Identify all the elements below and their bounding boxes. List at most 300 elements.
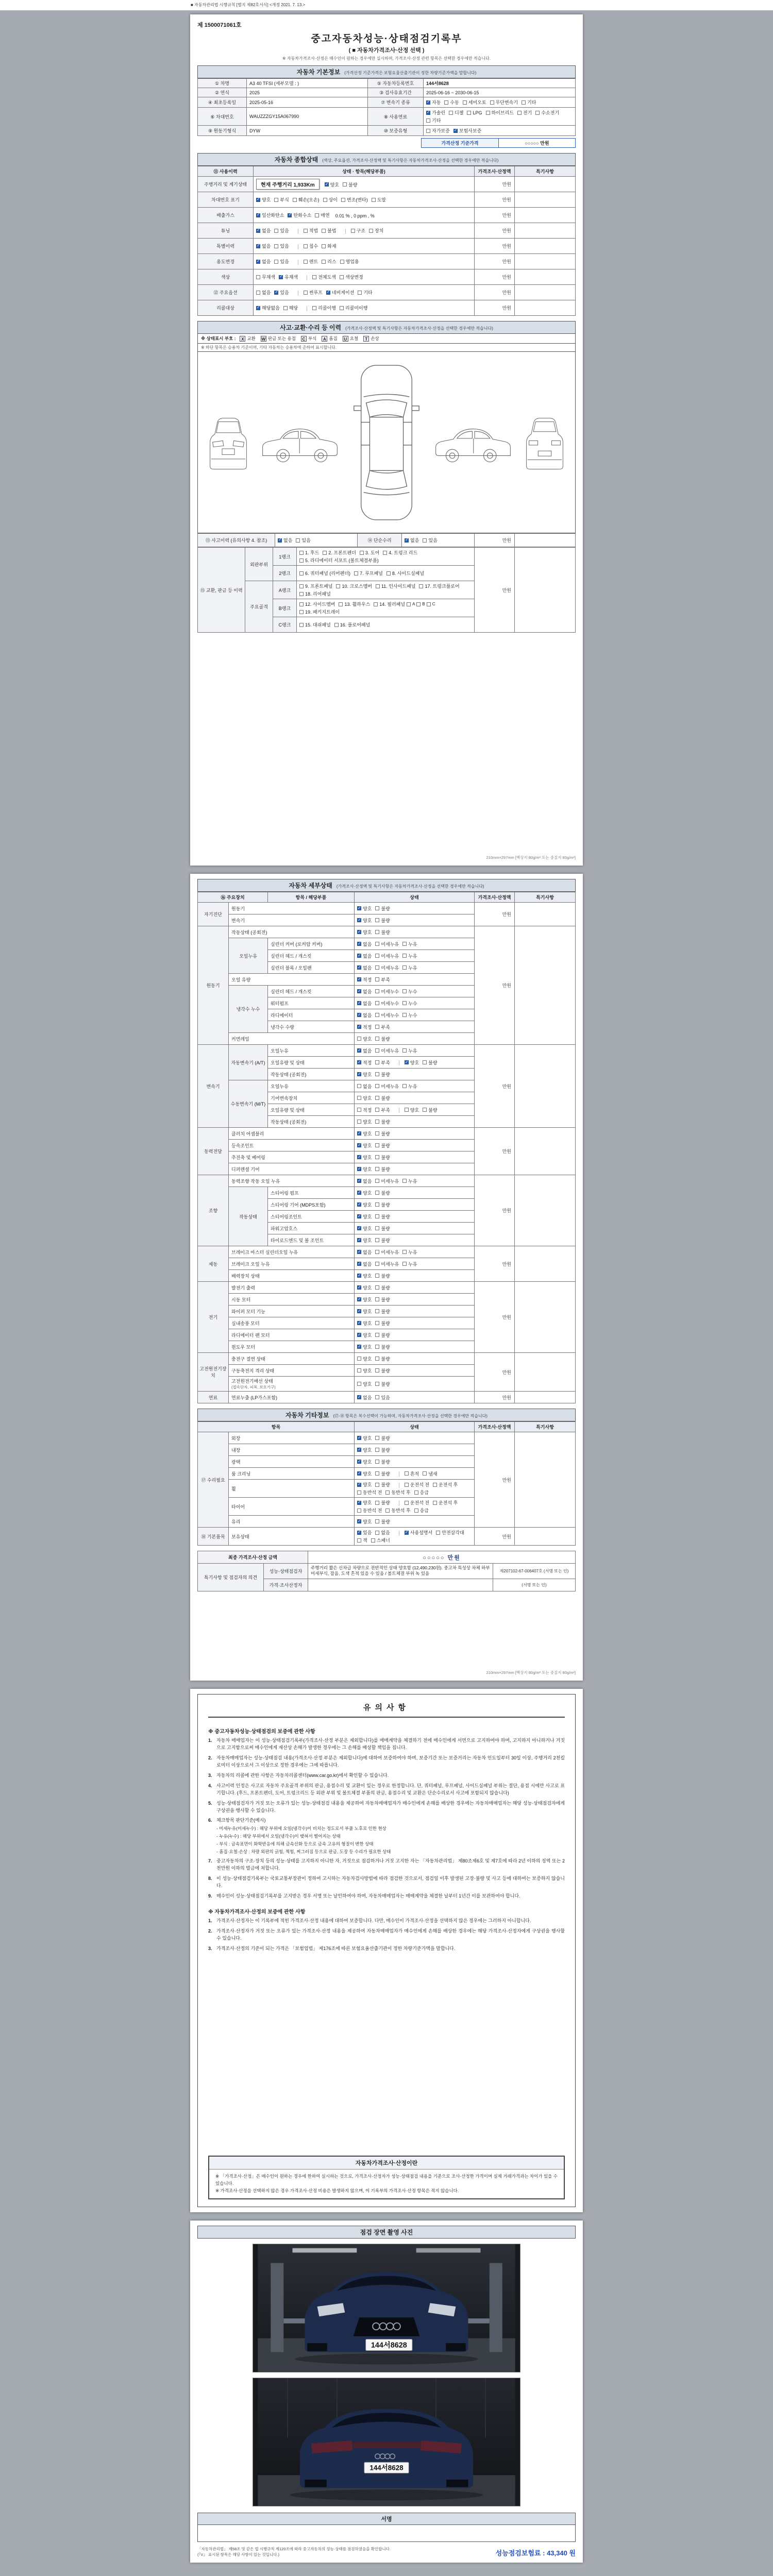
item-text: 라디에이터 팬 모터	[231, 1332, 270, 1338]
checkbox[interactable]	[339, 602, 343, 606]
checkbox[interactable]	[375, 1143, 379, 1147]
item-text: 실린더 블록 / 오일팬	[271, 965, 312, 971]
checkbox[interactable]	[358, 291, 362, 295]
checkbox[interactable]	[256, 244, 260, 248]
signature-field[interactable]	[197, 2525, 576, 2542]
checkbox[interactable]	[296, 538, 300, 543]
detail-condition-table	[197, 892, 576, 1403]
checkbox[interactable]	[375, 1013, 379, 1017]
checkbox[interactable]	[385, 1509, 390, 1513]
option	[426, 117, 441, 124]
checkbox[interactable]	[256, 291, 260, 295]
checkbox[interactable]	[402, 942, 407, 946]
checkbox[interactable]	[357, 1274, 361, 1278]
checkbox[interactable]	[357, 989, 361, 993]
checkbox[interactable]	[372, 198, 376, 202]
checkbox[interactable]	[374, 602, 378, 606]
checkbox[interactable]	[357, 1501, 361, 1505]
checkbox[interactable]	[357, 1285, 361, 1290]
checkbox[interactable]	[375, 1483, 379, 1487]
checkbox[interactable]	[357, 1382, 361, 1386]
option-label: 양호	[363, 1482, 372, 1487]
checkbox[interactable]	[357, 1309, 361, 1313]
option-label: 있음	[280, 228, 289, 233]
checkbox[interactable]	[375, 1048, 379, 1053]
state-cell	[355, 1128, 475, 1140]
rank-label: C랭크	[273, 617, 297, 633]
notice-item-number: 2.	[208, 1928, 212, 1934]
checkbox[interactable]	[375, 1519, 379, 1523]
checkbox[interactable]	[402, 1048, 407, 1053]
checkbox[interactable]	[453, 129, 458, 133]
option-label: 불량	[381, 929, 390, 935]
checkbox[interactable]	[357, 1072, 361, 1076]
state-cell	[355, 1045, 475, 1057]
checkbox[interactable]	[426, 100, 430, 105]
checkbox[interactable]	[375, 906, 379, 910]
checkbox[interactable]	[274, 260, 278, 264]
checkbox[interactable]	[375, 1382, 379, 1386]
checkbox[interactable]	[325, 182, 329, 187]
checkbox[interactable]	[357, 1143, 361, 1147]
checkbox[interactable]	[375, 1262, 379, 1266]
checkbox[interactable]	[405, 1108, 409, 1112]
checkbox[interactable]	[340, 275, 344, 279]
checkbox[interactable]	[357, 1357, 361, 1361]
checkbox[interactable]	[357, 1108, 361, 1112]
checkbox[interactable]	[402, 1262, 407, 1266]
option-group	[357, 965, 421, 971]
checkbox[interactable]	[357, 954, 361, 958]
checkbox[interactable]	[375, 930, 379, 934]
state-symbol-legend	[197, 334, 576, 344]
checkbox[interactable]	[274, 198, 278, 202]
checkbox[interactable]	[375, 1120, 379, 1124]
checkbox[interactable]	[357, 1048, 361, 1053]
checkbox[interactable]	[283, 306, 288, 310]
option	[375, 1284, 390, 1291]
checkbox[interactable]	[375, 1250, 379, 1254]
checkbox[interactable]	[357, 918, 361, 922]
state-cell	[355, 1234, 475, 1246]
state-cell	[355, 1480, 475, 1498]
notice-box	[197, 1694, 576, 2207]
checkbox[interactable]	[357, 942, 361, 946]
option-label: 불량	[381, 1273, 390, 1279]
checkbox[interactable]	[299, 584, 304, 588]
option-group	[357, 1471, 394, 1477]
option-label: 양호	[363, 1297, 372, 1302]
form-subtitle: ( ■ 자동차가격조사·산정 선택 )	[348, 47, 425, 54]
checkbox[interactable]	[357, 1531, 361, 1535]
state-cell	[355, 1353, 475, 1365]
remark-cell	[515, 239, 576, 254]
checkbox[interactable]	[357, 965, 361, 970]
checkbox[interactable]	[385, 1490, 390, 1495]
checkbox[interactable]	[299, 571, 304, 575]
option-label: 양호	[262, 197, 271, 202]
table-row	[198, 903, 576, 914]
checkbox[interactable]	[357, 1345, 361, 1349]
option	[405, 1059, 419, 1066]
option	[374, 601, 436, 607]
checkbox[interactable]	[433, 1501, 437, 1505]
checkbox[interactable]	[405, 538, 409, 543]
checkbox[interactable]	[278, 538, 282, 543]
checkbox[interactable]	[312, 306, 316, 310]
checkbox[interactable]	[322, 229, 326, 233]
checkbox[interactable]	[405, 1531, 409, 1535]
checkbox[interactable]	[371, 1538, 375, 1543]
state-cell	[355, 950, 475, 962]
checkbox[interactable]	[535, 111, 540, 115]
checkbox[interactable]	[375, 1321, 379, 1325]
checkbox[interactable]	[449, 111, 453, 115]
checkbox[interactable]	[375, 1025, 379, 1029]
checkbox[interactable]	[375, 1060, 379, 1064]
checkbox[interactable]	[341, 198, 345, 202]
checkbox[interactable]	[375, 1238, 379, 1242]
checkbox[interactable]	[405, 1060, 409, 1064]
checkbox[interactable]	[357, 1333, 361, 1337]
checkbox[interactable]	[375, 1368, 379, 1372]
option	[299, 557, 379, 564]
option-group	[357, 977, 394, 982]
checkbox[interactable]	[274, 291, 278, 295]
checkbox[interactable]	[288, 213, 292, 217]
checkbox[interactable]	[357, 1167, 361, 1171]
checkbox[interactable]	[375, 1072, 379, 1076]
checkbox[interactable]	[375, 1436, 379, 1440]
checkbox[interactable]	[375, 1345, 379, 1349]
item-text: 파워고압호스	[271, 1226, 298, 1231]
checkbox[interactable]	[357, 1436, 361, 1440]
checker-signature[interactable]: 제207102-67-006407호 (서명 또는 인)	[493, 1564, 576, 1579]
checkbox[interactable]	[357, 1538, 361, 1543]
option-group	[357, 1084, 421, 1089]
option-label: 불량	[428, 1107, 438, 1113]
checkbox[interactable]	[326, 291, 330, 295]
checkbox[interactable]	[522, 100, 526, 105]
checkbox[interactable]	[304, 291, 308, 295]
checkbox[interactable]	[375, 1297, 379, 1301]
checkbox[interactable]	[375, 1274, 379, 1278]
checkbox[interactable]	[436, 1531, 440, 1535]
checkbox[interactable]	[357, 1509, 361, 1513]
checkbox[interactable]	[375, 1167, 379, 1171]
option-label: 안전삼각대	[442, 1530, 464, 1535]
item-label	[229, 1151, 355, 1163]
option-label: 양호	[363, 1214, 372, 1219]
option-label: 양호	[363, 1226, 372, 1231]
notice-item-number: 9.	[208, 1893, 212, 1899]
checkbox[interactable]	[299, 623, 304, 627]
checkbox[interactable]	[357, 1179, 361, 1183]
remark-cell	[515, 254, 576, 269]
option	[304, 289, 323, 296]
checkbox[interactable]	[375, 1471, 379, 1476]
option	[334, 621, 370, 628]
checkbox[interactable]	[383, 551, 387, 555]
checkbox[interactable]	[357, 1448, 361, 1452]
checkbox[interactable]	[375, 1460, 379, 1464]
checkbox[interactable]	[360, 551, 364, 555]
checkbox[interactable]	[486, 111, 490, 115]
checkbox[interactable]	[312, 275, 316, 279]
checkbox[interactable]	[375, 1448, 379, 1452]
option-label: 미세누유	[381, 1261, 399, 1267]
checkbox[interactable]	[357, 1483, 361, 1487]
checkbox[interactable]	[357, 1368, 361, 1372]
checkbox[interactable]	[375, 1531, 379, 1535]
detail-section-header	[197, 879, 576, 892]
remark-cell	[515, 269, 576, 285]
checkbox[interactable]	[299, 610, 304, 614]
checkbox[interactable]	[357, 1395, 361, 1399]
panel-group-label: 외판부위	[245, 548, 273, 581]
option-label: 불량	[381, 1459, 390, 1465]
checkbox[interactable]	[354, 571, 358, 575]
notice-subtitle-2: ※ 자동차가격조사·산정의 보증에 관한 사항	[208, 1909, 306, 1916]
checkbox[interactable]	[375, 942, 379, 946]
option	[375, 1308, 390, 1315]
checkbox[interactable]	[299, 602, 304, 606]
checkbox[interactable]	[357, 1460, 361, 1464]
item-label	[268, 1045, 355, 1057]
checkbox[interactable]	[426, 129, 430, 133]
checkbox[interactable]	[357, 1226, 361, 1230]
checkbox[interactable]	[299, 558, 304, 563]
checkbox[interactable]	[414, 1509, 418, 1513]
checkbox[interactable]	[402, 1250, 407, 1254]
appraiser-signature[interactable]: (서명 또는 인)	[493, 1579, 576, 1591]
checkbox[interactable]	[357, 1191, 361, 1195]
option-label: 색상변경	[345, 275, 363, 280]
checkbox[interactable]	[375, 1333, 379, 1337]
checkbox[interactable]	[357, 1096, 361, 1100]
checkbox[interactable]	[375, 1357, 379, 1361]
checkbox[interactable]	[375, 989, 379, 993]
checkbox[interactable]	[357, 1155, 361, 1159]
checkbox[interactable]	[402, 1084, 407, 1088]
checkbox[interactable]	[402, 954, 407, 958]
checkbox[interactable]	[386, 571, 391, 575]
checkbox[interactable]	[351, 229, 355, 233]
checkbox[interactable]	[357, 1120, 361, 1124]
checkbox[interactable]	[340, 260, 344, 264]
checkbox[interactable]	[357, 1519, 361, 1523]
checkbox[interactable]	[293, 198, 297, 202]
checkbox[interactable]	[256, 306, 260, 310]
checkbox[interactable]	[375, 1108, 379, 1112]
checkbox[interactable]	[423, 1060, 427, 1064]
checkbox[interactable]	[357, 1131, 361, 1136]
checkbox[interactable]	[357, 1084, 361, 1088]
checkbox[interactable]	[304, 229, 308, 233]
option-label: 미세누유	[381, 1249, 399, 1255]
checkbox[interactable]	[375, 1226, 379, 1230]
checkbox[interactable]	[402, 1179, 407, 1183]
notice-item-text: 가격조사·산정자는 이 기록부에 적힌 가격조사·산정 내용에 대하여 보증합니다. 다만, 매수인이 가격조사·산정을 선택하지 않은 경우에는 그러하지 아니합니다.	[216, 1918, 531, 1924]
checkbox[interactable]	[414, 1490, 418, 1495]
checkbox[interactable]	[463, 100, 467, 105]
checkbox[interactable]	[323, 551, 327, 555]
option	[375, 1296, 390, 1303]
panel-group-label: 주요골격	[245, 581, 273, 633]
option-label: 미세누유	[381, 1178, 399, 1184]
checkbox[interactable]	[299, 592, 304, 596]
paper-spec-footer: 210mm×297mm [백상지 80g/m² 또는 중질지 80g/m²]	[486, 1670, 576, 1675]
option-label: 양호	[363, 1500, 372, 1505]
checkbox[interactable]	[343, 182, 347, 187]
checkbox[interactable]	[357, 1214, 361, 1218]
checkbox[interactable]	[375, 918, 379, 922]
checkbox[interactable]	[375, 1131, 379, 1136]
checkbox[interactable]	[375, 1309, 379, 1313]
table-row	[198, 269, 576, 285]
checkbox[interactable]	[357, 1238, 361, 1242]
checkbox[interactable]	[256, 260, 260, 264]
checkbox[interactable]	[357, 1001, 361, 1005]
checkbox[interactable]	[423, 1471, 427, 1476]
checkbox[interactable]	[517, 111, 522, 115]
checkbox[interactable]	[256, 275, 260, 279]
checkbox[interactable]	[322, 244, 326, 248]
table-row	[198, 1564, 576, 1579]
checkbox[interactable]	[369, 229, 373, 233]
checkbox[interactable]	[256, 213, 260, 217]
item-label	[229, 1528, 355, 1546]
checkbox[interactable]	[315, 213, 319, 217]
checkbox[interactable]	[357, 1060, 361, 1064]
checkbox[interactable]	[322, 260, 326, 264]
table-header-row	[198, 166, 576, 177]
state-cell	[355, 938, 475, 950]
option	[375, 1154, 390, 1161]
checkbox[interactable]	[375, 1037, 379, 1041]
rank-label: A랭크	[273, 581, 297, 599]
remark-cell	[515, 1045, 576, 1128]
checkbox[interactable]	[426, 111, 430, 115]
remark-cell	[515, 1392, 576, 1403]
option	[453, 127, 481, 134]
option-label: 잭	[363, 1538, 367, 1543]
checkbox[interactable]	[274, 244, 278, 248]
option	[357, 1095, 372, 1101]
checkbox[interactable]	[334, 623, 339, 627]
checkbox[interactable]	[444, 100, 448, 105]
checkbox[interactable]	[405, 1501, 409, 1505]
checkbox[interactable]	[256, 198, 260, 202]
checkbox[interactable]	[375, 1285, 379, 1290]
checkbox[interactable]	[274, 229, 278, 233]
checkbox[interactable]	[357, 1250, 361, 1254]
checkbox[interactable]	[375, 965, 379, 970]
checkbox[interactable]	[304, 244, 308, 248]
checkbox[interactable]	[375, 1501, 379, 1505]
checkbox[interactable]	[402, 1013, 407, 1017]
checkbox[interactable]	[279, 275, 283, 279]
item-text: 동력조향 작동 오일 누유	[231, 1178, 280, 1184]
checkbox[interactable]	[336, 584, 340, 588]
checkbox[interactable]	[357, 1490, 361, 1495]
checkbox[interactable]	[299, 551, 304, 555]
checkbox[interactable]	[357, 1013, 361, 1017]
checkbox[interactable]	[433, 1483, 437, 1487]
checkbox[interactable]	[402, 965, 407, 970]
checkbox[interactable]	[375, 1001, 379, 1005]
checkbox[interactable]	[376, 584, 380, 588]
checkbox[interactable]	[405, 1483, 409, 1487]
item-label	[229, 1163, 355, 1175]
checkbox[interactable]	[357, 1262, 361, 1266]
option-group	[357, 1333, 394, 1338]
checkbox[interactable]	[405, 1471, 409, 1476]
checkbox[interactable]	[375, 1395, 379, 1399]
checkbox[interactable]	[357, 1202, 361, 1207]
table-row	[198, 534, 576, 547]
checkbox[interactable]	[467, 111, 471, 115]
checkbox[interactable]	[426, 118, 430, 123]
checkbox[interactable]	[402, 989, 407, 993]
remark-cell	[515, 208, 576, 223]
item-text: 실린더 헤드 / 개스킷	[271, 989, 312, 994]
checkbox[interactable]	[375, 1179, 379, 1183]
checkbox[interactable]	[357, 1297, 361, 1301]
checkbox[interactable]	[256, 229, 260, 233]
checkbox[interactable]	[375, 1155, 379, 1159]
device-label: 조향	[198, 1175, 229, 1246]
state-cell	[355, 1069, 475, 1080]
checkbox[interactable]	[357, 1037, 361, 1041]
checkbox[interactable]	[375, 977, 379, 981]
checkbox[interactable]	[423, 1108, 427, 1112]
checkbox[interactable]	[357, 930, 361, 934]
checkbox[interactable]	[490, 100, 494, 105]
checkbox[interactable]	[323, 198, 327, 202]
checkbox[interactable]	[427, 602, 431, 606]
checkbox[interactable]	[416, 602, 421, 606]
checkbox[interactable]	[357, 1025, 361, 1029]
checkbox[interactable]	[357, 1471, 361, 1476]
checkbox[interactable]	[423, 538, 427, 543]
checkbox[interactable]	[375, 1191, 379, 1195]
checkbox[interactable]	[375, 954, 379, 958]
checkbox[interactable]	[375, 1096, 379, 1100]
checkbox[interactable]	[357, 977, 361, 981]
checkbox[interactable]	[357, 906, 361, 910]
checkbox[interactable]	[357, 1321, 361, 1325]
table-row	[198, 108, 576, 126]
checkbox[interactable]	[375, 1214, 379, 1218]
checkbox[interactable]	[407, 602, 411, 606]
checkbox[interactable]	[340, 306, 344, 310]
checkbox[interactable]	[375, 1084, 379, 1088]
checkbox[interactable]	[304, 260, 308, 264]
option	[375, 1071, 390, 1078]
checkbox[interactable]	[375, 1202, 379, 1207]
option-label: 가솔린	[432, 110, 446, 115]
checkbox[interactable]	[419, 584, 423, 588]
checkbox[interactable]	[402, 1001, 407, 1005]
item-text: 타이어	[231, 1504, 245, 1510]
option-label: 변조(변타)	[346, 197, 368, 202]
option-label: 불량	[381, 1381, 390, 1387]
item-label	[268, 1009, 355, 1021]
item-label	[268, 1199, 355, 1211]
option	[375, 1394, 390, 1401]
item-text: 고전원전기배선 상태	[231, 1379, 273, 1384]
